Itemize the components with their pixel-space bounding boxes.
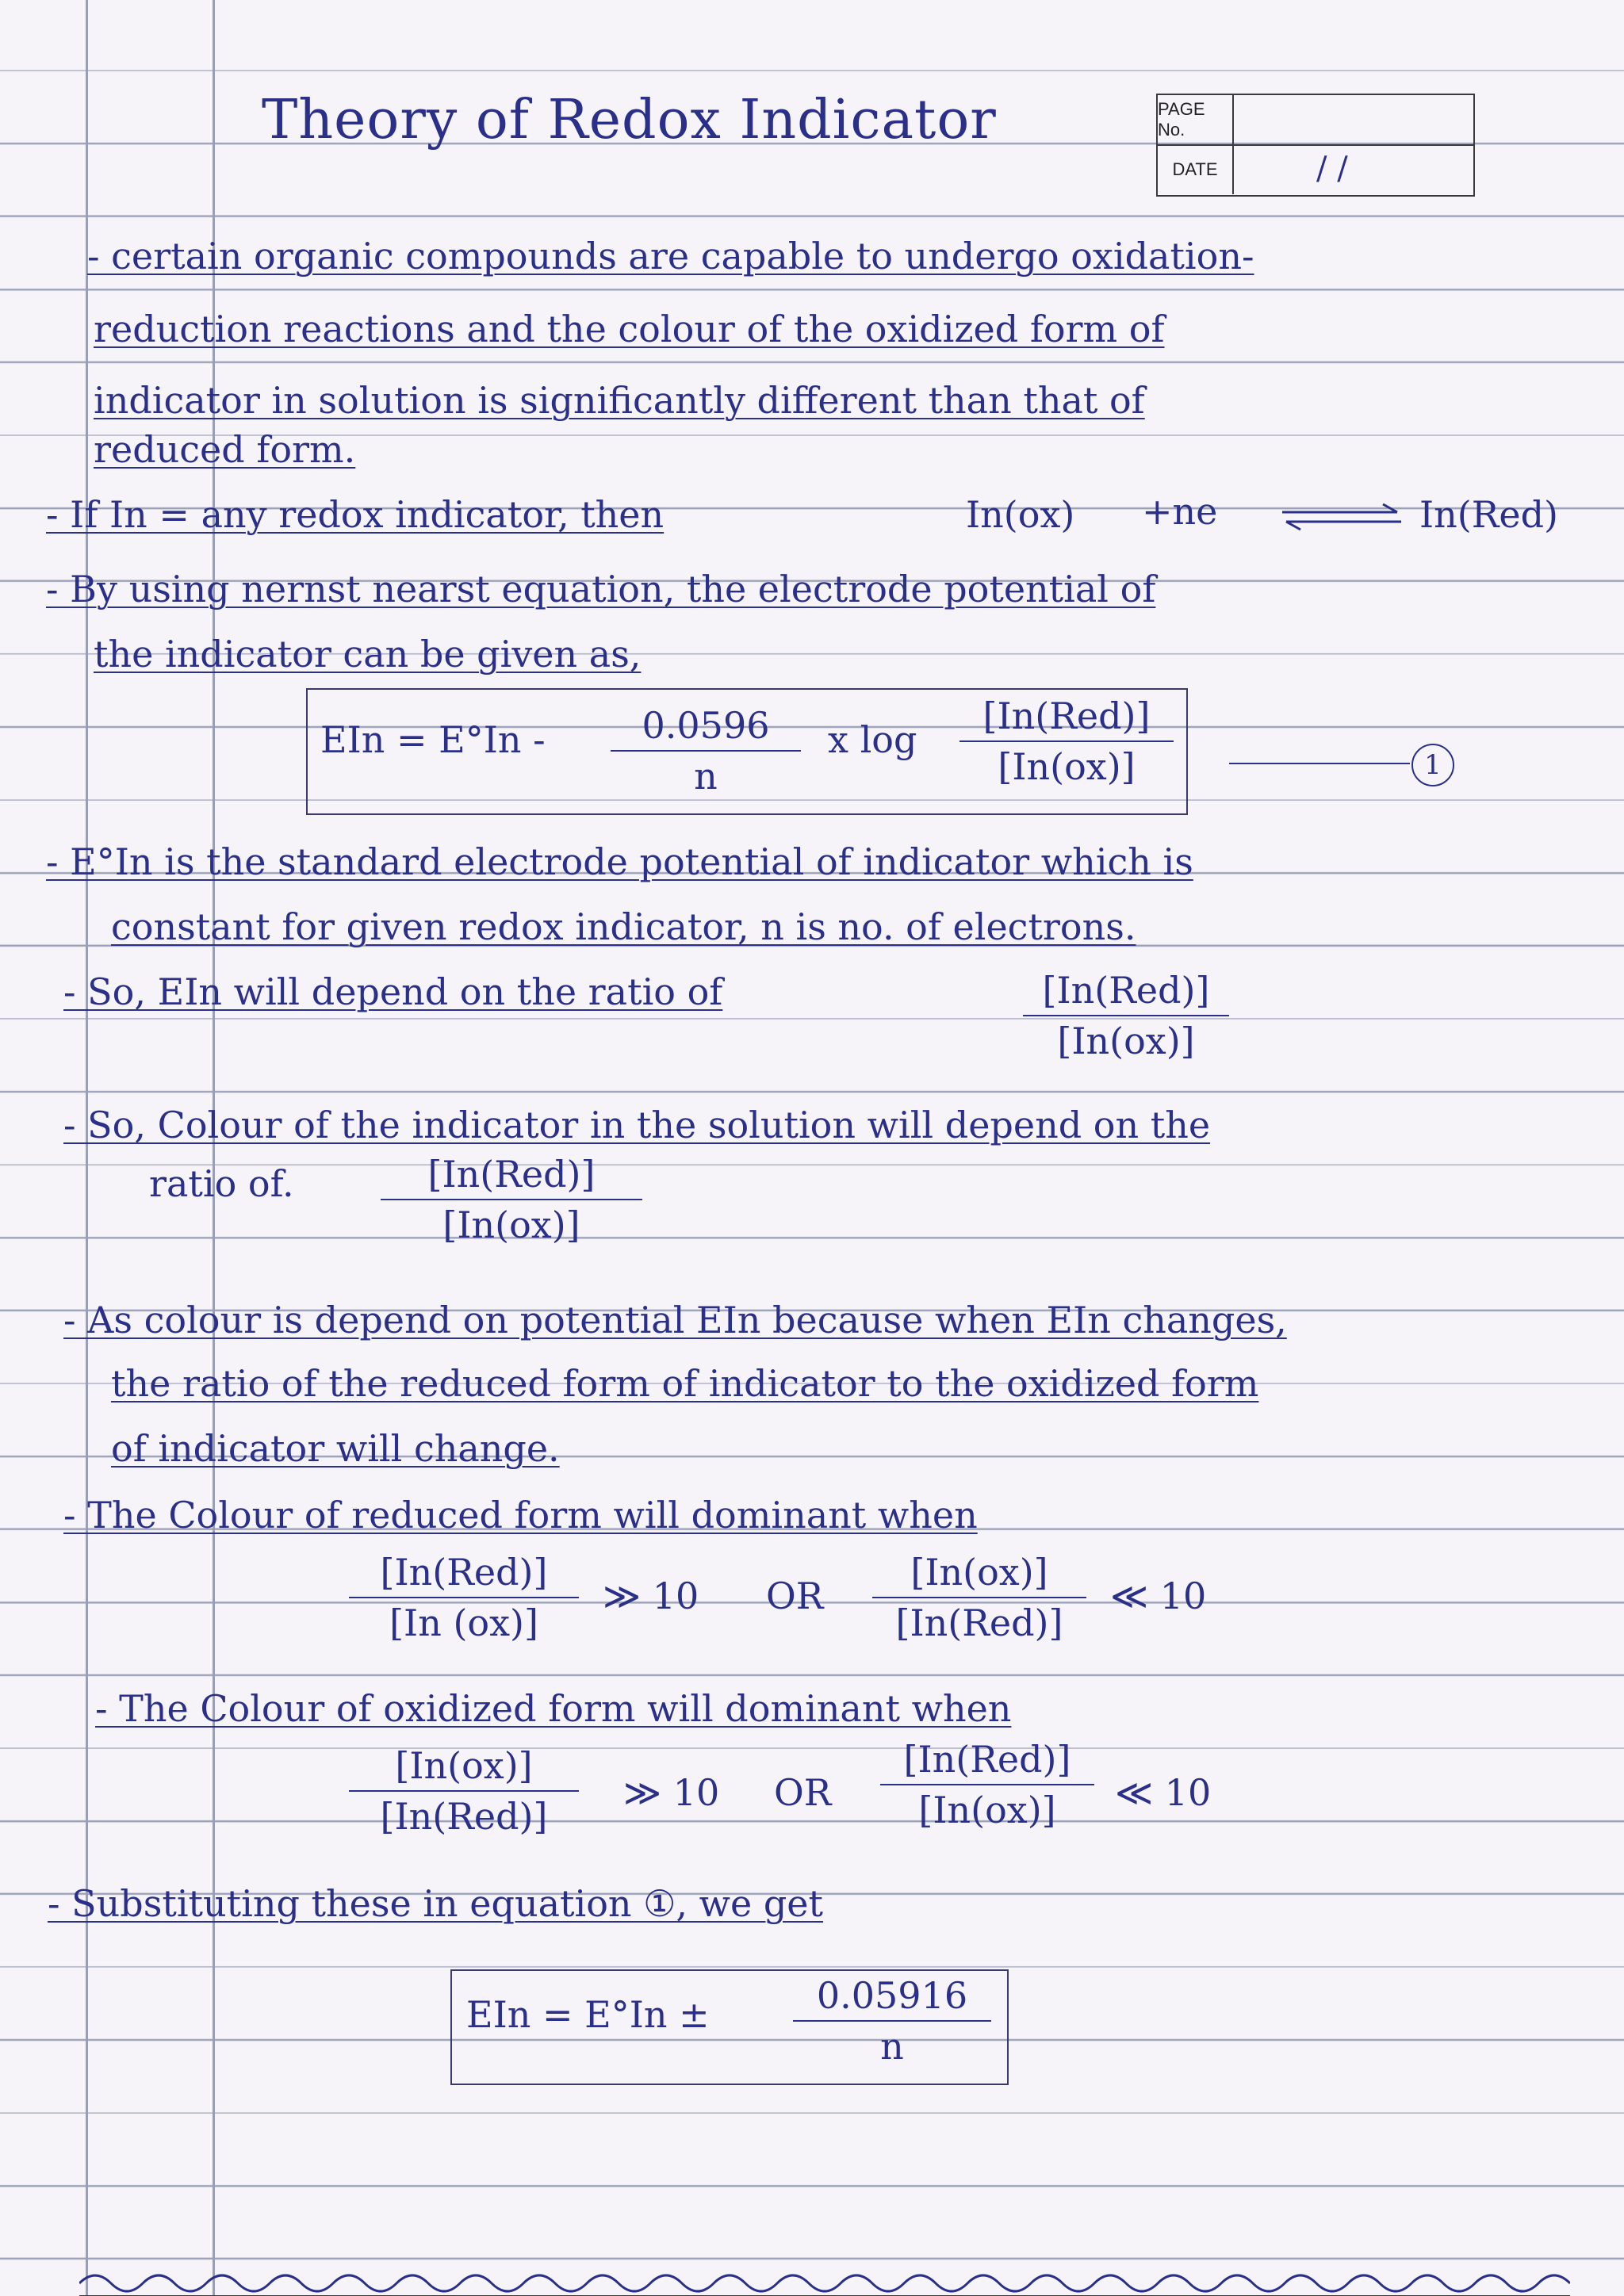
para3-ratio-den: [In(ox)] bbox=[442, 1203, 580, 1246]
reduced-f1-bar bbox=[349, 1597, 579, 1598]
reduced-f2-num: [In(ox)] bbox=[910, 1551, 1048, 1594]
eq1-ratio-bar bbox=[959, 740, 1174, 742]
reaction-plus-ne: +ne bbox=[1142, 490, 1218, 533]
para4-line3: of indicator will change. bbox=[111, 1427, 560, 1470]
oxidized-f2-num: [In(Red)] bbox=[903, 1738, 1071, 1781]
reduced-or: OR bbox=[766, 1575, 824, 1617]
nernst-line1: - By using nernst nearst equation, the electrode potential of bbox=[46, 568, 1156, 610]
para2-ratio-bar bbox=[1023, 1015, 1229, 1016]
reduced-intro: - The Colour of reduced form will dominant when bbox=[63, 1494, 978, 1536]
reduced-f2-den: [In(Red)] bbox=[895, 1601, 1063, 1644]
para1-line3: indicator in solution is significantly different than that of bbox=[94, 379, 1145, 422]
para1-line2: reduction reactions and the colour of the oxidized form of bbox=[94, 308, 1165, 350]
para3-line2: ratio of. bbox=[149, 1162, 294, 1205]
oxidized-f2-den: [In(ox)] bbox=[918, 1789, 1056, 1831]
oxidized-f2 bbox=[880, 1738, 1094, 1831]
para2-line2: constant for given redox indicator, n is no. of electrons. bbox=[111, 905, 1136, 948]
oxidized-f2-bar bbox=[880, 1784, 1094, 1785]
oxidized-intro: - The Colour of oxidized form will dominant when bbox=[95, 1687, 1012, 1730]
date-value: / / bbox=[1316, 151, 1348, 187]
oxidized-f1 bbox=[349, 1744, 579, 1838]
eq1-leader-line bbox=[1229, 763, 1410, 764]
reduced-rel2: ≪ 10 bbox=[1110, 1575, 1207, 1617]
eq1-ratio-num: [In(Red)] bbox=[982, 695, 1151, 737]
oxidized-or: OR bbox=[774, 1771, 832, 1814]
reaction-red: In(Red) bbox=[1419, 493, 1558, 536]
reduced-f2-bar bbox=[872, 1597, 1086, 1598]
reaction-prefix: - If In = any redox indicator, then bbox=[46, 493, 665, 536]
eq1-times-log: x log bbox=[828, 718, 917, 761]
reaction-ox: In(ox) bbox=[966, 493, 1075, 536]
eq1-coefficient bbox=[611, 704, 801, 798]
para3-ratio-num: [In(Red)] bbox=[427, 1153, 596, 1196]
oxidized-rel2: ≪ 10 bbox=[1115, 1771, 1212, 1814]
oxidized-f1-bar bbox=[349, 1790, 579, 1792]
final-eq-fraction bbox=[793, 1974, 991, 2068]
page-no-label: PAGE No. bbox=[1158, 95, 1234, 146]
para4-line1: - As colour is depend on potential EIn because when EIn changes, bbox=[63, 1299, 1287, 1341]
substituting-line: - Substituting these in equation ①, we get bbox=[48, 1882, 824, 1925]
nernst-line2: the indicator can be given as, bbox=[94, 633, 642, 675]
final-eq-lhs: EIn = E°In ± bbox=[466, 1993, 710, 2036]
eq1-ratio-den: [In(ox)] bbox=[998, 745, 1136, 788]
para2-ratio-num: [In(Red)] bbox=[1042, 969, 1210, 1012]
oxidized-f1-num: [In(ox)] bbox=[395, 1744, 533, 1787]
eq1-coef-bar bbox=[611, 750, 801, 752]
para1-line4: reduced form. bbox=[94, 428, 356, 471]
reduced-f2 bbox=[872, 1551, 1086, 1644]
final-eq-bar bbox=[793, 2020, 991, 2022]
para1-line1: - certain organic compounds are capable to undergo oxidation- bbox=[87, 235, 1254, 277]
para4-line2: the ratio of the reduced form of indicator to the oxidized form bbox=[111, 1362, 1259, 1405]
para2-line1: - E°In is the standard electrode potential of indicator which is bbox=[46, 840, 1193, 883]
date-label: DATE bbox=[1158, 145, 1234, 194]
equilibrium-arrow-icon bbox=[1278, 501, 1405, 533]
eq1-coef-den: n bbox=[694, 755, 718, 798]
para3-ratio bbox=[381, 1153, 642, 1246]
para3-ratio-bar bbox=[381, 1199, 642, 1200]
para3-line1: - So, Colour of the indicator in the solution will depend on the bbox=[63, 1104, 1211, 1146]
eq1-coef-num: 0.0596 bbox=[642, 704, 770, 747]
final-eq-num: 0.05916 bbox=[816, 1974, 968, 2017]
page-title: Theory of Redox Indicator bbox=[262, 89, 997, 151]
oxidized-rel1: ≫ 10 bbox=[623, 1771, 720, 1814]
para2-ratio bbox=[1023, 969, 1229, 1062]
para2-line3: - So, EIn will depend on the ratio of bbox=[63, 970, 723, 1013]
decorative-wave-line bbox=[79, 2252, 1570, 2296]
reduced-f1 bbox=[349, 1551, 579, 1644]
page-date-box bbox=[1156, 94, 1475, 197]
eq1-label-circle bbox=[1411, 744, 1454, 786]
eq1-lhs: EIn = E°In - bbox=[320, 718, 546, 761]
eq1-ratio bbox=[959, 695, 1174, 788]
reduced-f1-den: [In (ox)] bbox=[389, 1601, 538, 1644]
eq1-label: 1 bbox=[1411, 744, 1454, 786]
margin-line-left bbox=[86, 0, 88, 2296]
final-eq-den: n bbox=[880, 2025, 904, 2068]
reduced-f1-num: [In(Red)] bbox=[380, 1551, 548, 1594]
para2-ratio-den: [In(ox)] bbox=[1057, 1020, 1195, 1062]
reduced-rel1: ≫ 10 bbox=[603, 1575, 699, 1617]
oxidized-f1-den: [In(Red)] bbox=[380, 1795, 548, 1838]
